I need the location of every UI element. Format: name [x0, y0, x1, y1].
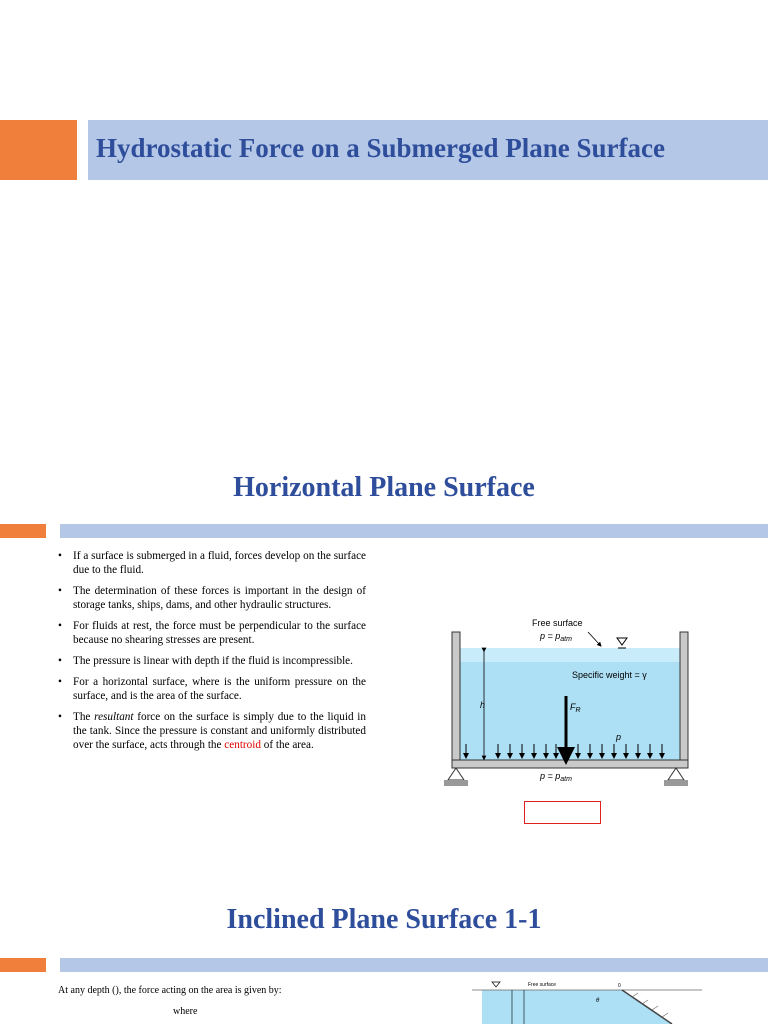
section-accent-block-2: [0, 958, 46, 972]
bullet-text: The determination of these forces is important in the design of storage tanks, ships, dams, and other hydraulic structures.: [73, 585, 366, 611]
bullet-item: [58, 619, 366, 647]
left-support: [448, 768, 464, 780]
bullet-text: of the area.: [260, 739, 314, 751]
inclined-free-surface-label: Free surface: [528, 982, 557, 988]
bullet-emphasis: resultant: [94, 711, 134, 723]
section-accent-block: [0, 524, 46, 538]
bullet-text: For a horizontal surface, where is the uniform pressure on the surface, and is the area of the surface.: [73, 676, 366, 702]
bullet-item: [58, 549, 366, 577]
equation-highlight-box: [524, 801, 601, 824]
bullet-text: If a surface is submerged in a fluid, forces develop on the surface due to the fluid.: [73, 550, 366, 576]
bullet-highlight: centroid: [224, 739, 261, 751]
free-surface-icon: [617, 638, 627, 645]
right-support-base: [664, 780, 688, 786]
inclined-intro-text: At any depth (), the force acting on the area is given by:: [58, 985, 282, 996]
where-text: where: [173, 1006, 198, 1017]
bullet-text: The: [73, 711, 95, 723]
tank-diagram: [440, 612, 700, 794]
depth-label: h: [480, 700, 486, 710]
bullet-item: [58, 710, 366, 752]
bullet-text: force on the surface is simply due to the liquid in the tank. Since the pressure is constant and uniformly distributed over the surface, acts through the: [73, 711, 366, 751]
inclined-origin-label: 0: [618, 983, 621, 989]
right-support: [668, 768, 684, 780]
left-support-base: [444, 780, 468, 786]
slide-title: Hydrostatic Force on a Submerged Plane Surface: [96, 133, 665, 163]
free-surface-label: Free surface: [532, 618, 583, 628]
inclined-plane-diagram: [472, 978, 712, 1024]
tank-bottom: [452, 760, 688, 768]
bullet-text: The pressure is linear with depth if the fluid is incompressible.: [73, 655, 353, 667]
p-bottom-label: $p = p_{atm}$: [540, 771, 572, 783]
title-accent-block: [0, 120, 77, 180]
bullet-item: [58, 675, 366, 703]
free-surface-pointer: [588, 632, 600, 645]
p-top-label: $p = p_{atm}$: [540, 631, 572, 643]
bullet-list: [58, 549, 366, 759]
inclined-plane-heading: Inclined Plane Surface 1-1: [226, 904, 542, 935]
bullet-item: [58, 654, 366, 668]
tank-left-wall: [452, 632, 460, 768]
inclined-theta-label: θ: [596, 998, 600, 1004]
bullet-item: [58, 584, 366, 612]
section-divider-bar: [60, 524, 768, 538]
inclined-free-surface-icon: [492, 982, 500, 987]
resultant-force-label: $F_R$: [570, 702, 581, 714]
pressure-label: p: [616, 732, 622, 742]
specific-weight-label: Specific weight = γ: [572, 670, 647, 680]
bullet-text: For fluids at rest, the force must be perpendicular to the surface because no shearing stresses are present.: [73, 620, 366, 646]
tank-right-wall: [680, 632, 688, 768]
inclined-water: [482, 990, 622, 1024]
water-surface-band: [460, 648, 680, 662]
section-divider-bar-2: [60, 958, 768, 972]
horizontal-plane-heading: Horizontal Plane Surface: [233, 472, 535, 503]
